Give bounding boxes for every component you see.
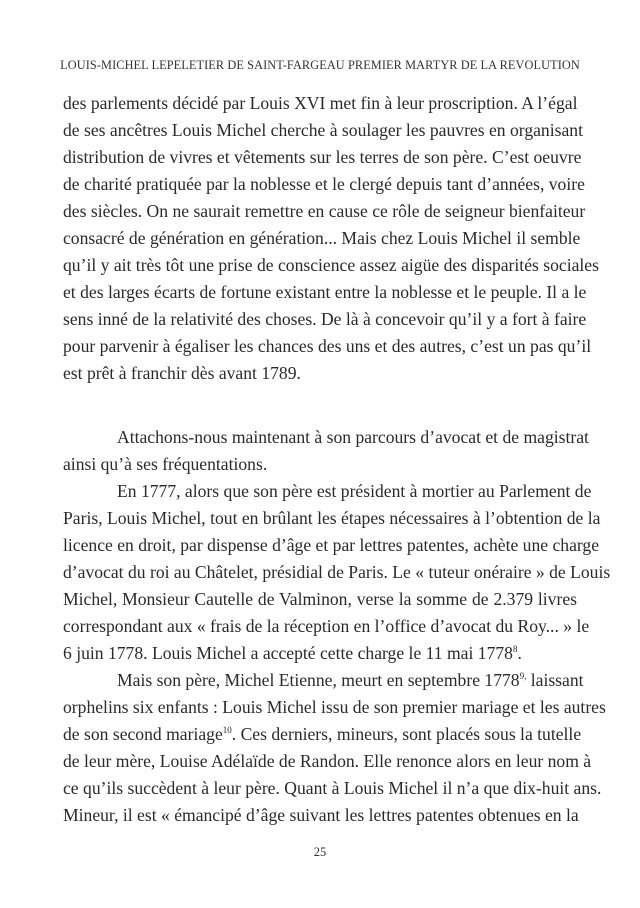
paragraph-gap [63,387,577,424]
text-line: est prêt à franchir dès avant 1789. [63,363,301,383]
page-number: 25 [313,845,327,859]
text-line: de leur mère, Louise Adélaïde de Randon. Elle renonce alors en leur nom à [63,751,592,771]
text-line: orphelins six enfants : Louis Michel issu de son premier mariage et les autres [63,697,606,717]
text-line [63,721,582,748]
text-line: des siècles. On ne saurait remettre en cause ce rôle de seigneur bienfaiteur [63,201,586,221]
text-line: ce qu’ils succèdent à leur père. Quant à Louis Michel il n’a que dix-huit ans. [63,778,602,798]
footnote-ref-8[interactable]: 8 [512,644,518,654]
text-line: d’avocat du roi au Châtelet, présidial de Paris. Le « tuteur onéraire » de Louis [63,562,611,582]
text-line: qu’il y ait très tôt une prise de conscience assez aigüe des disparités sociales [63,255,599,275]
text-line: En 1777, alors que son père est président à mortier au Parlement de [117,481,592,501]
line-text: Mais son père, Michel Etienne, meurt en septembre 1778 [117,670,520,690]
running-header: LOUIS-MICHEL LEPELETIER DE SAINT-FARGEAU PREMIER MARTYR DE LA REVOLUTION [60,58,580,72]
line-text: . [517,643,522,663]
footnote-ref-10[interactable]: 10 [222,725,232,735]
text-line: Paris, Louis Michel, tout en brûlant les étapes nécessaires à l’obtention de la [63,508,601,528]
text-line: de charité pratiquée par la noblesse et le clergé depuis tant d’années, voire [63,174,585,194]
text-line: ainsi qu’à ses fréquentations. [63,454,268,474]
text-line: distribution de vivres et vêtements sur les terres de son père. C’est oeuvre [63,147,582,167]
text-line [63,640,577,667]
text-line: Mineur, il est « émancipé d’âge suivant les lettres patentes obtenues en la [63,805,579,825]
text-line: sens inné de la relativité des choses. De là à concevoir qu’il y a fort à faire [63,309,587,329]
text-line: Michel, Monsieur Cautelle de Valminon, verse la somme de 2.379 livres [63,589,577,609]
body-text [63,90,611,829]
footnote-ref-9[interactable]: 9, [519,671,527,681]
text-line: Attachons-nous maintenant à son parcours d’avocat et de magistrat [117,427,589,447]
text-line [63,667,584,694]
text-line: des parlements décidé par Louis XVI met fin à leur proscription. A l’égal [63,93,578,113]
text-line: et des larges écarts de fortune existant entre la noblesse et le peuple. Il a le [63,282,587,302]
text-line: pour parvenir à égaliser les chances des uns et des autres, c’est un pas qu’il [63,336,592,356]
line-text: 6 juin 1778. Louis Michel a accepté cette charge le 11 mai 1778 [63,643,513,663]
text-line: correspondant aux « frais de la réception en l’office d’avocat du Roy... » le [63,616,590,636]
text-line: de ses ancêtres Louis Michel cherche à soulager les pauvres en organisant [63,120,583,140]
line-text: de son second mariage [63,724,223,744]
text-line: consacré de génération en génération... Mais chez Louis Michel il semble [63,228,581,248]
text-line: licence en droit, par dispense d’âge et par lettres patentes, achète une charge [63,535,600,555]
line-text: . Ces derniers, mineurs, sont placés sous la tutelle [231,724,582,744]
line-text: laissant [526,670,584,690]
